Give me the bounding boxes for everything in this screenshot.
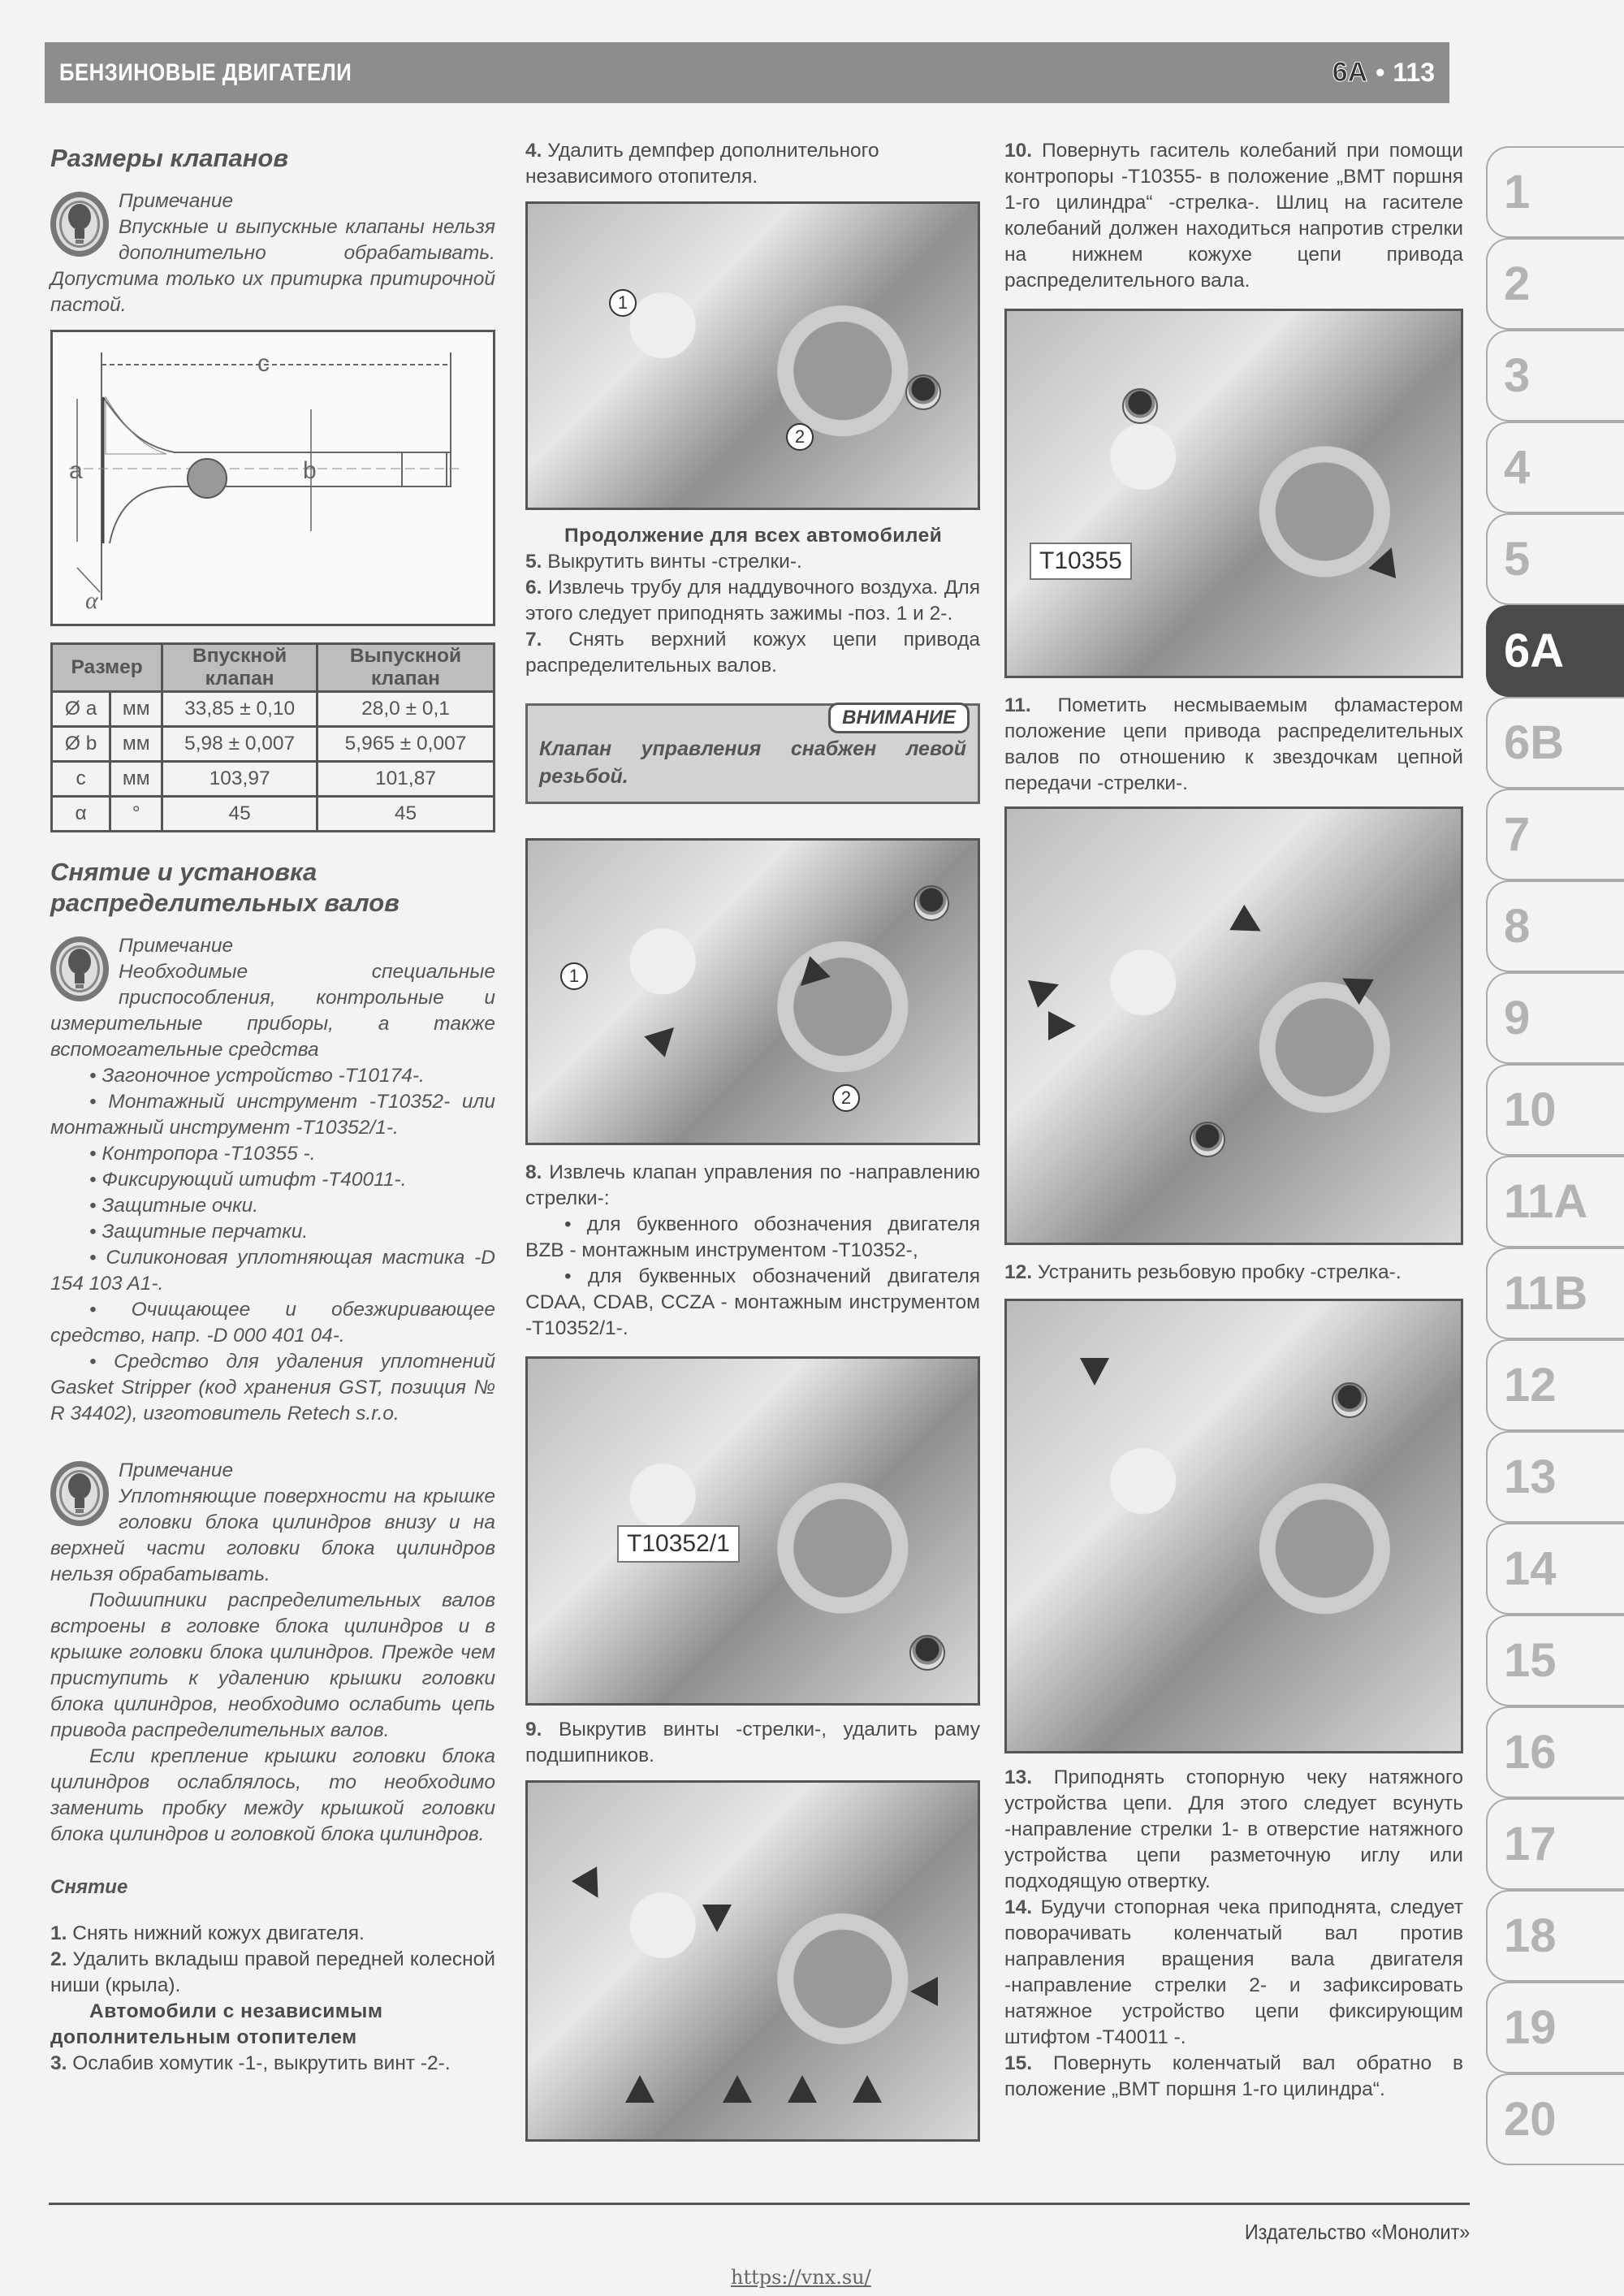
- section-title-valve-sizes: Размеры клапанов: [50, 144, 289, 172]
- tab-chapter-13[interactable]: 13: [1486, 1431, 1624, 1523]
- step-text: Выкрутив винты -стрелки-, удалить раму подшипников.: [525, 1719, 980, 1766]
- arrow-icon: [788, 2075, 817, 2103]
- table-row: [52, 762, 495, 797]
- tool-item: • Монтажный инструмент -T10352- или монтажный инструмент -T10352/1-.: [50, 1089, 495, 1141]
- tab-chapter-18[interactable]: 18: [1486, 1890, 1624, 1982]
- note-paragraph: Если крепление крышки головки блока цилиндров ослаблялось, то необходимо заменить пробку между крышкой головки блока цилиндров и головкой блока цилиндров.: [50, 1745, 495, 1845]
- tab-chapter-1[interactable]: 1: [1486, 146, 1624, 238]
- col-header-intake: Впускной клапан: [162, 644, 317, 692]
- cell-dim: Ø b: [52, 727, 110, 762]
- cell-dim: α: [52, 797, 110, 832]
- step-text: Повернуть гаситель колебаний при помощи контропоры -T10355- в положение „ВМТ поршня 1-го цилиндра“ -стрелка-. Шлиц на гасителе колебаний должен находиться напротив стрелки на нижнем кожухе цепи привода распределительного вала.: [1004, 140, 1463, 292]
- arrow-icon: [702, 1905, 732, 1932]
- tab-chapter-8[interactable]: 8: [1486, 880, 1624, 972]
- subhead-heater: Автомобили с независимым дополнительным отопителем: [50, 2000, 383, 2048]
- step-8: [525, 1160, 980, 1342]
- step-number: 12.: [1004, 1261, 1033, 1283]
- step-8-item: • для буквенных обозначений двигателя CDAA, CDAB, CCZA - монтажным инструментом -T10352/1-.: [525, 1264, 980, 1342]
- step-text: Пометить несмываемым фламастером положение цепи привода распределительных валов по отношению к звездочкам цепной передачи -стрелки-.: [1004, 694, 1463, 794]
- step-12: [1004, 1260, 1463, 1286]
- table-row: [52, 797, 495, 832]
- page-number: 113: [1393, 58, 1435, 87]
- svg-text:c: c: [257, 350, 270, 377]
- arrow-icon: [644, 1017, 684, 1057]
- step-text: Приподнять стопорную чеку натяжного устройства цепи. Для этого следует всунуть -направление стрелки 1- в отверстие натяжного устройства цепи разметочную иглу или подходящую отвертку.: [1004, 1766, 1464, 1892]
- col-header-size: Размер: [52, 644, 162, 692]
- tab-chapter-6a[interactable]: 6A: [1486, 605, 1624, 697]
- cell-dim: Ø a: [52, 692, 110, 727]
- tab-chapter-19[interactable]: 19: [1486, 1982, 1624, 2073]
- tool-item: • Загоночное устройство -T10174-.: [50, 1063, 495, 1089]
- note-text: Необходимые специальные приспособления, контрольные и измерительные приборы, а также вспомогательные средства: [50, 961, 495, 1061]
- note-sealing: [50, 1458, 495, 1848]
- tab-chapter-20[interactable]: 20: [1486, 2073, 1624, 2165]
- step-number: 9.: [525, 1719, 542, 1740]
- step-text: Снять нижний кожух двигателя.: [72, 1922, 365, 1944]
- note-text: Уплотняющие поверхности на крышке головки блока цилиндров внизу и на верхней части головки блока цилиндров нельзя обрабатывать.: [50, 1485, 495, 1585]
- arrow-icon: [1080, 1358, 1109, 1386]
- tab-chapter-5[interactable]: 5: [1486, 513, 1624, 605]
- photo-control-valve-tool: [525, 1356, 980, 1706]
- tab-chapter-16[interactable]: 16: [1486, 1706, 1624, 1798]
- step-2: [50, 1947, 495, 1999]
- step-text: Извлечь трубу для наддувочного воздуха. Для этого следует приподнять зажимы -поз. 1 и 2-.: [525, 577, 980, 625]
- arrow-icon: [572, 1866, 611, 1905]
- arrow-icon: [853, 2075, 882, 2103]
- step-number: 1.: [50, 1922, 67, 1944]
- step-text: Ослабив хомутик -1-, выкрутить винт -2-.: [72, 2052, 451, 2074]
- callout-2: 2: [832, 1084, 860, 1112]
- arrow-icon: [625, 2075, 654, 2103]
- valve-drawing: [53, 332, 493, 624]
- tab-chapter-17[interactable]: 17: [1486, 1798, 1624, 1890]
- tool-label: T10355: [1030, 543, 1132, 580]
- chapter-tabs: [1486, 146, 1624, 2165]
- tab-chapter-14[interactable]: 14: [1486, 1523, 1624, 1615]
- table-row: [52, 692, 495, 727]
- page-header: [45, 42, 1449, 103]
- tab-chapter-15[interactable]: 15: [1486, 1615, 1624, 1706]
- tab-chapter-12[interactable]: 12: [1486, 1339, 1624, 1431]
- photo-heater-damper: [525, 201, 980, 510]
- table-header-row: [52, 644, 495, 692]
- subhead-all-cars: Продолжение для всех автомобилей: [564, 525, 943, 547]
- cell-intake: 103,97: [162, 762, 317, 797]
- step-number: 7.: [525, 629, 542, 651]
- callout-1: 1: [560, 962, 588, 990]
- tab-chapter-7[interactable]: 7: [1486, 789, 1624, 880]
- tool-item: • Очищающее и обезжиривающее средство, напр. -D 000 401 04-.: [50, 1297, 495, 1349]
- step-text: Будучи стопорная чека приподнята, следует поворачивать коленчатый вал против направления вращения вала двигателя -направление стрелки 2- и зафиксировать натяжное устройство цепи фиксирующим штифтом -T40011 -.: [1004, 1896, 1464, 2048]
- publisher-logo-icon: [1122, 388, 1158, 424]
- callout-2: 2: [786, 423, 814, 451]
- note-title: Примечание: [119, 190, 234, 212]
- publisher-logo-icon: [1332, 1382, 1367, 1418]
- cell-dim: c: [52, 762, 110, 797]
- photo-chain-sprockets: [1004, 806, 1463, 1245]
- step-text: Повернуть коленчатый вал обратно в положение „ВМТ поршня 1-го цилиндра“.: [1004, 2052, 1464, 2100]
- arrow-icon: [1368, 543, 1405, 578]
- step-number: 4.: [525, 140, 542, 162]
- lightbulb-icon: [50, 1461, 109, 1526]
- tab-chapter-4[interactable]: 4: [1486, 422, 1624, 513]
- step-text: Устранить резьбовую пробку -стрелка-.: [1037, 1261, 1402, 1283]
- step-4: [525, 138, 980, 190]
- valve-dimensions-table: [50, 642, 495, 832]
- separator: •: [1376, 58, 1385, 87]
- tool-item: • Защитные перчатки.: [50, 1219, 495, 1245]
- step-number: 15.: [1004, 2052, 1033, 2074]
- tool-item: • Средство для удаления уплотнений Gasket Stripper (код хранения GST, позиция № R 34402), изготовитель Retech s.r.o.: [50, 1349, 495, 1427]
- column-3: [1004, 138, 1463, 2103]
- cell-unit: °: [110, 797, 162, 832]
- tab-chapter-3[interactable]: 3: [1486, 330, 1624, 422]
- step-11: [1004, 693, 1463, 797]
- step-5: [525, 549, 980, 575]
- step-8-item: • для буквенного обозначения двигателя BZB - монтажным инструментом -T10352-,: [525, 1212, 980, 1264]
- publisher-name: Издательство «Монолит»: [1244, 2220, 1470, 2244]
- svg-text:b: b: [303, 457, 317, 484]
- step-number: 5.: [525, 551, 542, 573]
- arrow-icon: [1229, 905, 1268, 944]
- section-title-camshafts: Снятие и установка распределительных валов: [50, 858, 400, 917]
- tool-label: T10352/1: [617, 1525, 740, 1563]
- removal-title: Снятие: [50, 1876, 128, 1898]
- note-title: Примечание: [119, 1459, 234, 1481]
- photo-threaded-plug: [1004, 1299, 1463, 1753]
- step-text: Извлечь клапан управления по -направлению стрелки-:: [525, 1161, 980, 1209]
- step-text: Удалить вкладыш правой передней колесной ниши (крыла).: [50, 1948, 495, 1996]
- warning-text: Клапан управления снабжен левой резьбой.: [539, 737, 966, 788]
- photo-vibration-damper: [1004, 309, 1463, 678]
- tab-chapter-11a[interactable]: 11A: [1486, 1156, 1624, 1247]
- arrow-icon: [910, 1977, 938, 2006]
- svg-text:α: α: [85, 587, 98, 614]
- step-7: [525, 627, 980, 679]
- cell-exhaust: 5,965 ± 0,007: [317, 727, 495, 762]
- step-number: 3.: [50, 2052, 67, 2074]
- running-title: БЕНЗИНОВЫЕ ДВИГАТЕЛИ: [59, 58, 352, 86]
- step-text: Снять верхний кожух цепи привода распределительных валов.: [525, 629, 980, 677]
- step-number: 13.: [1004, 1766, 1033, 1788]
- step-number: 8.: [525, 1161, 542, 1183]
- cell-exhaust: 28,0 ± 0,1: [317, 692, 495, 727]
- step-6: [525, 575, 980, 627]
- tool-item: • Силиконовая уплотняющая мастика -D 154 103 A1-.: [50, 1245, 495, 1297]
- photo-charge-air-pipe: [525, 838, 980, 1145]
- tool-item: • Защитные очки.: [50, 1193, 495, 1219]
- step-15: [1004, 2051, 1463, 2103]
- step-number: 10.: [1004, 140, 1033, 162]
- column-1: [50, 138, 495, 2077]
- arrow-icon: [1028, 971, 1064, 1007]
- callout-1: 1: [609, 289, 637, 317]
- step-3: [50, 2051, 495, 2077]
- column-2: [525, 138, 980, 2142]
- tab-chapter-2[interactable]: 2: [1486, 238, 1624, 330]
- cell-exhaust: 101,87: [317, 762, 495, 797]
- step-10: [1004, 138, 1463, 294]
- tool-item: • Контропора -T10355 -.: [50, 1141, 495, 1167]
- source-link[interactable]: https://vnx.su/: [731, 2266, 871, 2289]
- warning-box: [525, 703, 980, 804]
- step-number: 2.: [50, 1948, 67, 1970]
- step-number: 14.: [1004, 1896, 1033, 1918]
- lightbulb-icon: [50, 192, 109, 257]
- tab-chapter-11b[interactable]: 11B: [1486, 1247, 1624, 1339]
- arrow-icon: [1048, 1011, 1076, 1040]
- step-number: 11.: [1004, 694, 1031, 716]
- cell-intake: 45: [162, 797, 317, 832]
- tab-chapter-6b[interactable]: 6B: [1486, 697, 1624, 789]
- tab-chapter-10[interactable]: 10: [1486, 1064, 1624, 1156]
- note-tools: [50, 933, 495, 1427]
- note-valves: [50, 188, 495, 318]
- publisher-logo-icon: [909, 1635, 945, 1671]
- table-row: [52, 727, 495, 762]
- svg-text:a: a: [69, 457, 83, 484]
- cell-unit: мм: [110, 727, 162, 762]
- warning-tag: ВНИМАНИЕ: [828, 703, 970, 733]
- cell-unit: мм: [110, 762, 162, 797]
- cell-unit: мм: [110, 692, 162, 727]
- publisher-logo-icon: [914, 885, 949, 921]
- tool-item: • Фиксирующий штифт -T40011-.: [50, 1167, 495, 1193]
- footer-divider: [49, 2203, 1470, 2205]
- col-header-exhaust: Выпускной клапан: [317, 644, 495, 692]
- step-9: [525, 1717, 980, 1769]
- cell-exhaust: 45: [317, 797, 495, 832]
- page-number-block: [1332, 57, 1435, 89]
- step-text: Выкрутить винты -стрелки-.: [547, 551, 802, 573]
- valve-diagram: [50, 330, 495, 626]
- publisher-logo-icon: [905, 374, 941, 410]
- cell-intake: 33,85 ± 0,10: [162, 692, 317, 727]
- note-title: Примечание: [119, 935, 234, 957]
- note-text: Впускные и выпускные клапаны нельзя дополнительно обрабатывать. Допустима только их притирка притирочной пастой.: [50, 216, 495, 316]
- publisher-logo-icon: [1190, 1122, 1225, 1157]
- lightbulb-icon: [50, 936, 109, 1001]
- step-number: 6.: [525, 577, 542, 599]
- arrow-icon: [1335, 966, 1373, 1005]
- step-text: Удалить демпфер дополнительного независимого отопителя.: [525, 140, 879, 188]
- step-13: [1004, 1765, 1463, 1895]
- note-paragraph: Подшипники распределительных валов встроены в головке блока цилиндров и в крышке головки блока цилиндров. Прежде чем приступить к удалению крышки головки блока цилиндров, необходимо ослабить цепь привода распределительных валов.: [50, 1589, 495, 1741]
- step-14: [1004, 1895, 1463, 2051]
- step-1: [50, 1921, 495, 1947]
- section-label: 6A: [1332, 57, 1368, 88]
- photo-bearing-frame: [525, 1780, 980, 2142]
- tab-chapter-9[interactable]: 9: [1486, 972, 1624, 1064]
- cell-intake: 5,98 ± 0,007: [162, 727, 317, 762]
- arrow-icon: [723, 2075, 752, 2103]
- arrow-icon: [790, 956, 830, 996]
